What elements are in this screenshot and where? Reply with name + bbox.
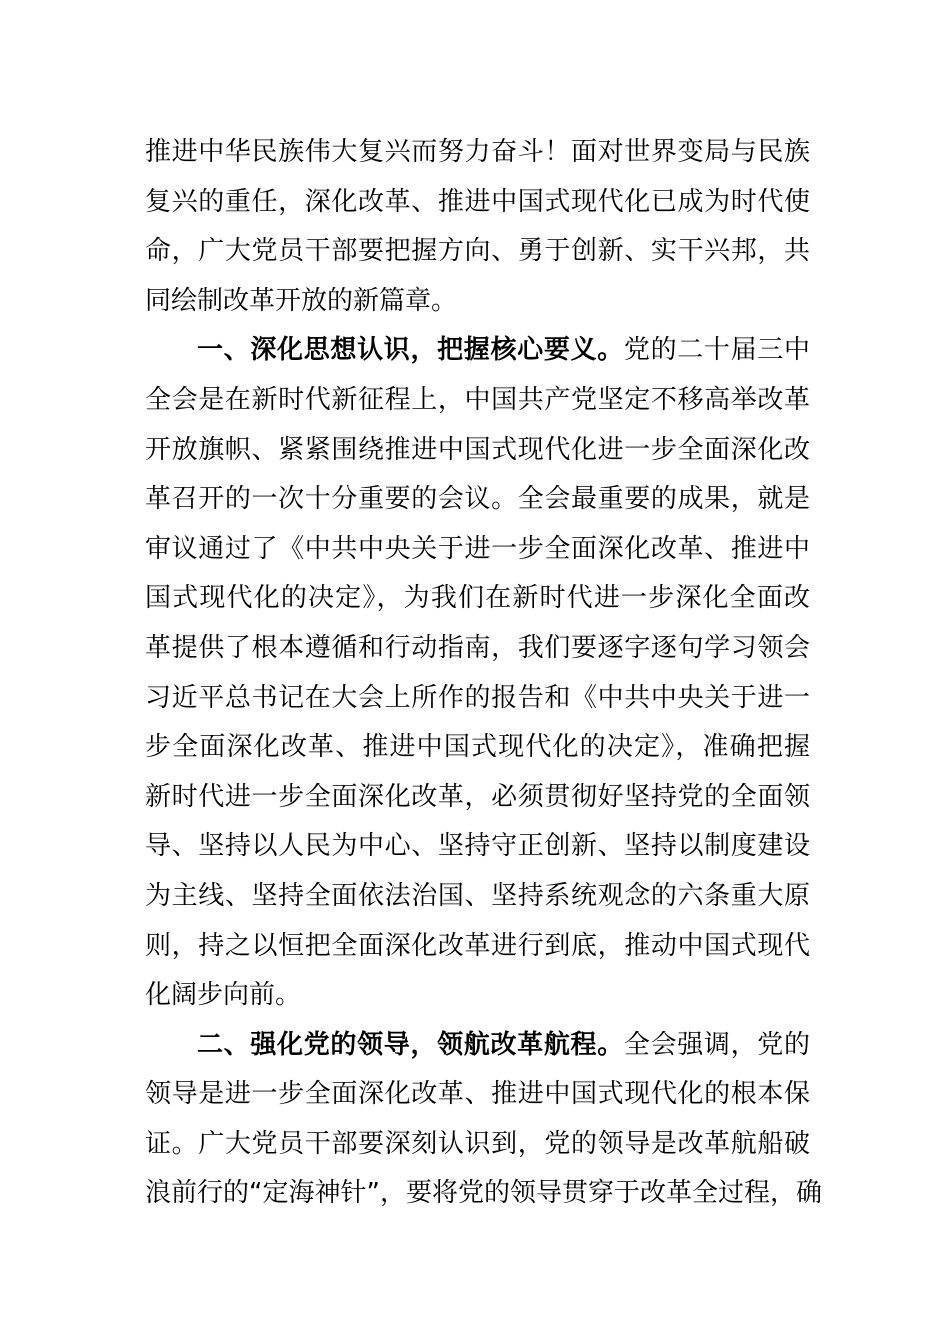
paragraph-1 [145,128,810,326]
paragraph-2 [145,326,810,1020]
text-line: 国式现代化的决定》，为我们在新时代进一步深化全面改 [145,583,810,614]
text-line: 化阔步向前。 [145,980,302,1011]
text-line: 则，持之以恒把全面深化改革进行到底，推动中国式现代 [145,930,810,961]
text-line: 同绘制改革开放的新篇章。 [145,285,458,316]
text-line: 推进中华民族伟大复兴而努力奋斗！面对世界变局与民族 [145,137,810,167]
text-line: 全会是在新时代新征程上，中国共产党坚定不移高举改革 [145,384,810,415]
section-heading-2: 二、强化党的领导，领航改革航程。 [197,1029,624,1060]
text-line: 为主线、坚持全面依法治国、坚持系统观念的六条重大原 [145,880,810,911]
text-line-first [145,326,810,376]
paragraph-3 [145,1021,822,1219]
text-line: 证。广大党员干部要深刻认识到，党的领导是改革航船破 [145,1128,810,1159]
text-line: 命，广大党员干部要把握方向、勇于创新、实干兴邦，共 [145,236,810,267]
text-line: 革提供了根本遵循和行动指南，我们要逐字逐句学习领会 [145,632,810,663]
text-line: 习近平总书记在大会上所作的报告和《中共中央关于进一 [145,682,810,713]
text-line: 新时代进一步全面深化改革，必须贯彻好坚持党的全面领 [145,781,810,812]
document-body [145,128,822,1219]
text-line-first [145,1021,810,1071]
text-line: 革召开的一次十分重要的会议。全会最重要的成果，就是 [145,484,810,515]
text-line: 复兴的重任，深化改革、推进中国式现代化已成为时代使 [145,186,810,217]
text-line: 审议通过了《中共中央关于进一步全面深化改革、推进中 [145,533,810,564]
text-line: 浪前行的“定海神针”，要将党的领导贯穿于改革全过程，确 [145,1178,822,1209]
text-line: 步全面深化改革、推进中国式现代化的决定》，准确把握 [145,732,810,763]
text-run: 全会强调，党的 [623,1029,810,1060]
text-line: 领导是进一步全面深化改革、推进中国式现代化的根本保 [145,1079,810,1110]
text-line: 开放旗帜、紧紧围绕推进中国式现代化进一步全面深化改 [145,434,810,465]
section-heading-1: 一、深化思想认识，把握核心要义。 [197,335,624,366]
text-line: 导、坚持以人民为中心、坚持守正创新、坚持以制度建设 [145,831,810,862]
text-run: 党的二十届三中 [623,335,810,366]
